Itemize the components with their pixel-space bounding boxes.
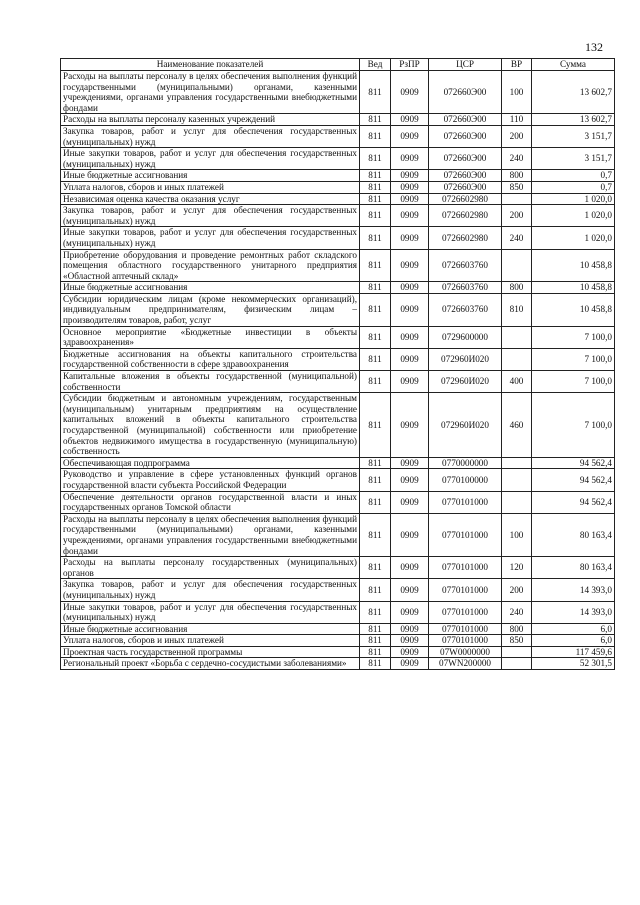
cell-sum: 6,0 bbox=[532, 635, 615, 647]
cell-name: Расходы на выплаты персоналу государственных (муниципальных) органов bbox=[61, 557, 360, 579]
table-row bbox=[61, 513, 615, 556]
table-row bbox=[61, 658, 615, 670]
cell-ved: 811 bbox=[360, 513, 391, 556]
table-row bbox=[61, 249, 615, 282]
cell-vr: 850 bbox=[502, 181, 532, 193]
cell-ved: 811 bbox=[360, 148, 391, 170]
cell-vr bbox=[502, 457, 532, 469]
cell-rzpr: 0909 bbox=[391, 125, 429, 147]
cell-csr: 0726602980 bbox=[429, 227, 502, 249]
cell-vr: 240 bbox=[502, 227, 532, 249]
cell-rzpr: 0909 bbox=[391, 205, 429, 227]
cell-sum: 3 151,7 bbox=[532, 125, 615, 147]
cell-vr bbox=[502, 646, 532, 658]
cell-rzpr: 0909 bbox=[391, 249, 429, 282]
cell-rzpr: 0909 bbox=[391, 557, 429, 579]
cell-sum: 1 020,0 bbox=[532, 227, 615, 249]
cell-vr bbox=[502, 348, 532, 370]
cell-ved: 811 bbox=[360, 181, 391, 193]
cell-name: Основное мероприятие «Бюджетные инвестиции в объекты здравоохранения» bbox=[61, 326, 360, 348]
cell-sum: 94 562,4 bbox=[532, 469, 615, 491]
cell-csr: 0770101000 bbox=[429, 623, 502, 635]
table-row bbox=[61, 181, 615, 193]
cell-csr: 0726602980 bbox=[429, 193, 502, 205]
cell-ved: 811 bbox=[360, 557, 391, 579]
cell-sum: 7 100,0 bbox=[532, 348, 615, 370]
table-row bbox=[61, 601, 615, 623]
cell-name: Закупка товаров, работ и услуг для обеспечения государственных (муниципальных) нужд bbox=[61, 125, 360, 147]
cell-rzpr: 0909 bbox=[391, 71, 429, 114]
cell-name: Иные закупки товаров, работ и услуг для обеспечения государственных (муниципальных) нужд bbox=[61, 148, 360, 170]
cell-sum: 7 100,0 bbox=[532, 371, 615, 393]
cell-name: Уплата налогов, сборов и иных платежей bbox=[61, 181, 360, 193]
budget-table bbox=[60, 58, 615, 670]
cell-csr: 0770101000 bbox=[429, 491, 502, 513]
cell-name: Бюджетные ассигнования на объекты капитального строительства государственной собственности в сфере здравоохранения bbox=[61, 348, 360, 370]
cell-ved: 811 bbox=[360, 601, 391, 623]
cell-name: Субсидии бюджетным и автономным учреждениям, государственным (муниципальным) унитарным предприятиям на осуществление капитальных вложений в объекты капитального строительства государственной (муниципальной) собственности или приобретение объектов недвижимого имущества в государственную (муниципальную) собственность bbox=[61, 393, 360, 458]
cell-csr: 072960И020 bbox=[429, 393, 502, 458]
cell-csr: 0770000000 bbox=[429, 457, 502, 469]
cell-name: Иные закупки товаров, работ и услуг для обеспечения государственных (муниципальных) нужд bbox=[61, 601, 360, 623]
cell-name: Закупка товаров, работ и услуг для обеспечения государственных (муниципальных) нужд bbox=[61, 205, 360, 227]
cell-ved: 811 bbox=[360, 393, 391, 458]
cell-name: Закупка товаров, работ и услуг для обеспечения государственных (муниципальных) нужд bbox=[61, 579, 360, 601]
table-row bbox=[61, 193, 615, 205]
cell-rzpr: 0909 bbox=[391, 658, 429, 670]
cell-csr: 0726603760 bbox=[429, 249, 502, 282]
cell-sum: 52 301,5 bbox=[532, 658, 615, 670]
cell-rzpr: 0909 bbox=[391, 601, 429, 623]
table-row bbox=[61, 646, 615, 658]
cell-sum: 94 562,4 bbox=[532, 491, 615, 513]
cell-ved: 811 bbox=[360, 282, 391, 294]
cell-csr: 0770101000 bbox=[429, 635, 502, 647]
cell-ved: 811 bbox=[360, 293, 391, 326]
cell-vr: 200 bbox=[502, 125, 532, 147]
table-row bbox=[61, 293, 615, 326]
cell-vr: 800 bbox=[502, 170, 532, 182]
cell-sum: 14 393,0 bbox=[532, 579, 615, 601]
cell-rzpr: 0909 bbox=[391, 469, 429, 491]
cell-csr: 072960И020 bbox=[429, 371, 502, 393]
cell-name: Руководство и управление в сфере установленных функций органов государственной власти субъекта Российской Федерации bbox=[61, 469, 360, 491]
cell-ved: 811 bbox=[360, 205, 391, 227]
cell-name: Иные бюджетные ассигнования bbox=[61, 170, 360, 182]
cell-vr: 100 bbox=[502, 71, 532, 114]
cell-ved: 811 bbox=[360, 491, 391, 513]
cell-ved: 811 bbox=[360, 579, 391, 601]
cell-vr bbox=[502, 658, 532, 670]
table-row bbox=[61, 371, 615, 393]
table-row bbox=[61, 457, 615, 469]
cell-sum: 10 458,8 bbox=[532, 293, 615, 326]
cell-rzpr: 0909 bbox=[391, 193, 429, 205]
cell-rzpr: 0909 bbox=[391, 348, 429, 370]
cell-ved: 811 bbox=[360, 114, 391, 126]
cell-csr: 07W0000000 bbox=[429, 646, 502, 658]
cell-vr: 120 bbox=[502, 557, 532, 579]
cell-sum: 3 151,7 bbox=[532, 148, 615, 170]
cell-name: Обеспечение деятельности органов государственной власти и иных государственных органов Томской области bbox=[61, 491, 360, 513]
cell-rzpr: 0909 bbox=[391, 579, 429, 601]
table-row bbox=[61, 348, 615, 370]
cell-csr: 0726603760 bbox=[429, 293, 502, 326]
cell-sum: 13 602,7 bbox=[532, 71, 615, 114]
cell-name: Расходы на выплаты персоналу в целях обеспечения выполнения функций государственными (муниципальными) органами, казенными учреждениями, органами управления государственными внебюджетными фондами bbox=[61, 513, 360, 556]
cell-sum: 10 458,8 bbox=[532, 282, 615, 294]
cell-vr: 240 bbox=[502, 601, 532, 623]
cell-ved: 811 bbox=[360, 348, 391, 370]
cell-sum: 7 100,0 bbox=[532, 393, 615, 458]
cell-name: Иные бюджетные ассигнования bbox=[61, 623, 360, 635]
table-row bbox=[61, 205, 615, 227]
cell-csr: 072660Э00 bbox=[429, 71, 502, 114]
table-row bbox=[61, 393, 615, 458]
cell-rzpr: 0909 bbox=[391, 282, 429, 294]
cell-csr: 072660Э00 bbox=[429, 125, 502, 147]
cell-rzpr: 0909 bbox=[391, 635, 429, 647]
cell-vr: 800 bbox=[502, 623, 532, 635]
cell-name: Расходы на выплаты персоналу в целях обеспечения выполнения функций государственными (муниципальными) органами, казенными учреждениями, органами управления государственными внебюджетными фондами bbox=[61, 71, 360, 114]
cell-ved: 811 bbox=[360, 170, 391, 182]
cell-csr: 0770101000 bbox=[429, 557, 502, 579]
cell-vr: 200 bbox=[502, 579, 532, 601]
cell-rzpr: 0909 bbox=[391, 457, 429, 469]
table-row bbox=[61, 125, 615, 147]
cell-csr: 0770101000 bbox=[429, 601, 502, 623]
cell-vr bbox=[502, 326, 532, 348]
cell-csr: 072660Э00 bbox=[429, 170, 502, 182]
cell-vr: 240 bbox=[502, 148, 532, 170]
cell-csr: 072660Э00 bbox=[429, 148, 502, 170]
header-rzpr: РзПР bbox=[391, 59, 429, 71]
cell-sum: 0,7 bbox=[532, 181, 615, 193]
cell-csr: 0770100000 bbox=[429, 469, 502, 491]
cell-ved: 811 bbox=[360, 125, 391, 147]
cell-vr: 200 bbox=[502, 205, 532, 227]
cell-name: Расходы на выплаты персоналу казенных учреждений bbox=[61, 114, 360, 126]
cell-ved: 811 bbox=[360, 469, 391, 491]
cell-vr bbox=[502, 491, 532, 513]
cell-sum: 0,7 bbox=[532, 170, 615, 182]
cell-name: Иные бюджетные ассигнования bbox=[61, 282, 360, 294]
cell-vr bbox=[502, 469, 532, 491]
cell-sum: 6,0 bbox=[532, 623, 615, 635]
table-row bbox=[61, 623, 615, 635]
cell-sum: 94 562,4 bbox=[532, 457, 615, 469]
cell-sum: 7 100,0 bbox=[532, 326, 615, 348]
cell-sum: 14 393,0 bbox=[532, 601, 615, 623]
cell-vr: 850 bbox=[502, 635, 532, 647]
cell-vr: 400 bbox=[502, 371, 532, 393]
cell-csr: 0770101000 bbox=[429, 513, 502, 556]
cell-sum: 80 163,4 bbox=[532, 513, 615, 556]
cell-ved: 811 bbox=[360, 193, 391, 205]
cell-rzpr: 0909 bbox=[391, 371, 429, 393]
cell-sum: 1 020,0 bbox=[532, 193, 615, 205]
cell-sum: 1 020,0 bbox=[532, 205, 615, 227]
cell-csr: 072660Э00 bbox=[429, 181, 502, 193]
header-vr: ВР bbox=[502, 59, 532, 71]
table-row bbox=[61, 170, 615, 182]
cell-sum: 80 163,4 bbox=[532, 557, 615, 579]
cell-vr: 800 bbox=[502, 282, 532, 294]
cell-csr: 072660Э00 bbox=[429, 114, 502, 126]
page-number: 132 bbox=[585, 40, 603, 54]
cell-sum: 10 458,8 bbox=[532, 249, 615, 282]
cell-csr: 0726603760 bbox=[429, 282, 502, 294]
cell-csr: 07WN200000 bbox=[429, 658, 502, 670]
cell-rzpr: 0909 bbox=[391, 170, 429, 182]
cell-ved: 811 bbox=[360, 635, 391, 647]
table-row bbox=[61, 635, 615, 647]
cell-name: Приобретение оборудования и проведение ремонтных работ складского помещения областного государственного унитарного предприятия «Областной аптечный склад» bbox=[61, 249, 360, 282]
cell-csr: 0770101000 bbox=[429, 579, 502, 601]
cell-vr bbox=[502, 249, 532, 282]
cell-ved: 811 bbox=[360, 249, 391, 282]
cell-vr: 810 bbox=[502, 293, 532, 326]
cell-vr: 110 bbox=[502, 114, 532, 126]
cell-rzpr: 0909 bbox=[391, 227, 429, 249]
cell-ved: 811 bbox=[360, 71, 391, 114]
cell-vr: 100 bbox=[502, 513, 532, 556]
cell-ved: 811 bbox=[360, 371, 391, 393]
cell-rzpr: 0909 bbox=[391, 623, 429, 635]
cell-name: Региональный проект «Борьба с сердечно-сосудистыми заболеваниями» bbox=[61, 658, 360, 670]
header-csr: ЦСР bbox=[429, 59, 502, 71]
table-body bbox=[61, 71, 615, 670]
table-header-row bbox=[61, 59, 615, 71]
table-row bbox=[61, 557, 615, 579]
cell-name: Независимая оценка качества оказания услуг bbox=[61, 193, 360, 205]
cell-sum: 117 459,6 bbox=[532, 646, 615, 658]
cell-csr: 0729600000 bbox=[429, 326, 502, 348]
cell-name: Уплата налогов, сборов и иных платежей bbox=[61, 635, 360, 647]
cell-rzpr: 0909 bbox=[391, 393, 429, 458]
cell-ved: 811 bbox=[360, 658, 391, 670]
table-row bbox=[61, 114, 615, 126]
header-sum: Сумма bbox=[532, 59, 615, 71]
header-ved: Вед bbox=[360, 59, 391, 71]
cell-sum: 13 602,7 bbox=[532, 114, 615, 126]
cell-ved: 811 bbox=[360, 326, 391, 348]
table-row bbox=[61, 469, 615, 491]
cell-name: Проектная часть государственной программы bbox=[61, 646, 360, 658]
cell-name: Иные закупки товаров, работ и услуг для обеспечения государственных (муниципальных) нужд bbox=[61, 227, 360, 249]
cell-rzpr: 0909 bbox=[391, 646, 429, 658]
cell-rzpr: 0909 bbox=[391, 148, 429, 170]
cell-ved: 811 bbox=[360, 227, 391, 249]
header-name: Наименование показателей bbox=[61, 59, 360, 71]
table-row bbox=[61, 326, 615, 348]
table-row bbox=[61, 491, 615, 513]
cell-rzpr: 0909 bbox=[391, 326, 429, 348]
cell-csr: 0726602980 bbox=[429, 205, 502, 227]
cell-rzpr: 0909 bbox=[391, 513, 429, 556]
cell-name: Обеспечивающая подпрограмма bbox=[61, 457, 360, 469]
table-row bbox=[61, 579, 615, 601]
table-row bbox=[61, 71, 615, 114]
cell-rzpr: 0909 bbox=[391, 114, 429, 126]
cell-ved: 811 bbox=[360, 623, 391, 635]
cell-rzpr: 0909 bbox=[391, 293, 429, 326]
cell-csr: 072960И020 bbox=[429, 348, 502, 370]
cell-vr bbox=[502, 193, 532, 205]
cell-name: Субсидии юридическим лицам (кроме некоммерческих организаций), индивидуальным предпринимателям, физическим лицам – производителям товаров, работ, услуг bbox=[61, 293, 360, 326]
cell-name: Капитальные вложения в объекты государственной (муниципальной) собственности bbox=[61, 371, 360, 393]
table-row bbox=[61, 282, 615, 294]
cell-vr: 460 bbox=[502, 393, 532, 458]
cell-ved: 811 bbox=[360, 646, 391, 658]
table-row bbox=[61, 227, 615, 249]
table-row bbox=[61, 148, 615, 170]
cell-rzpr: 0909 bbox=[391, 491, 429, 513]
cell-rzpr: 0909 bbox=[391, 181, 429, 193]
cell-ved: 811 bbox=[360, 457, 391, 469]
